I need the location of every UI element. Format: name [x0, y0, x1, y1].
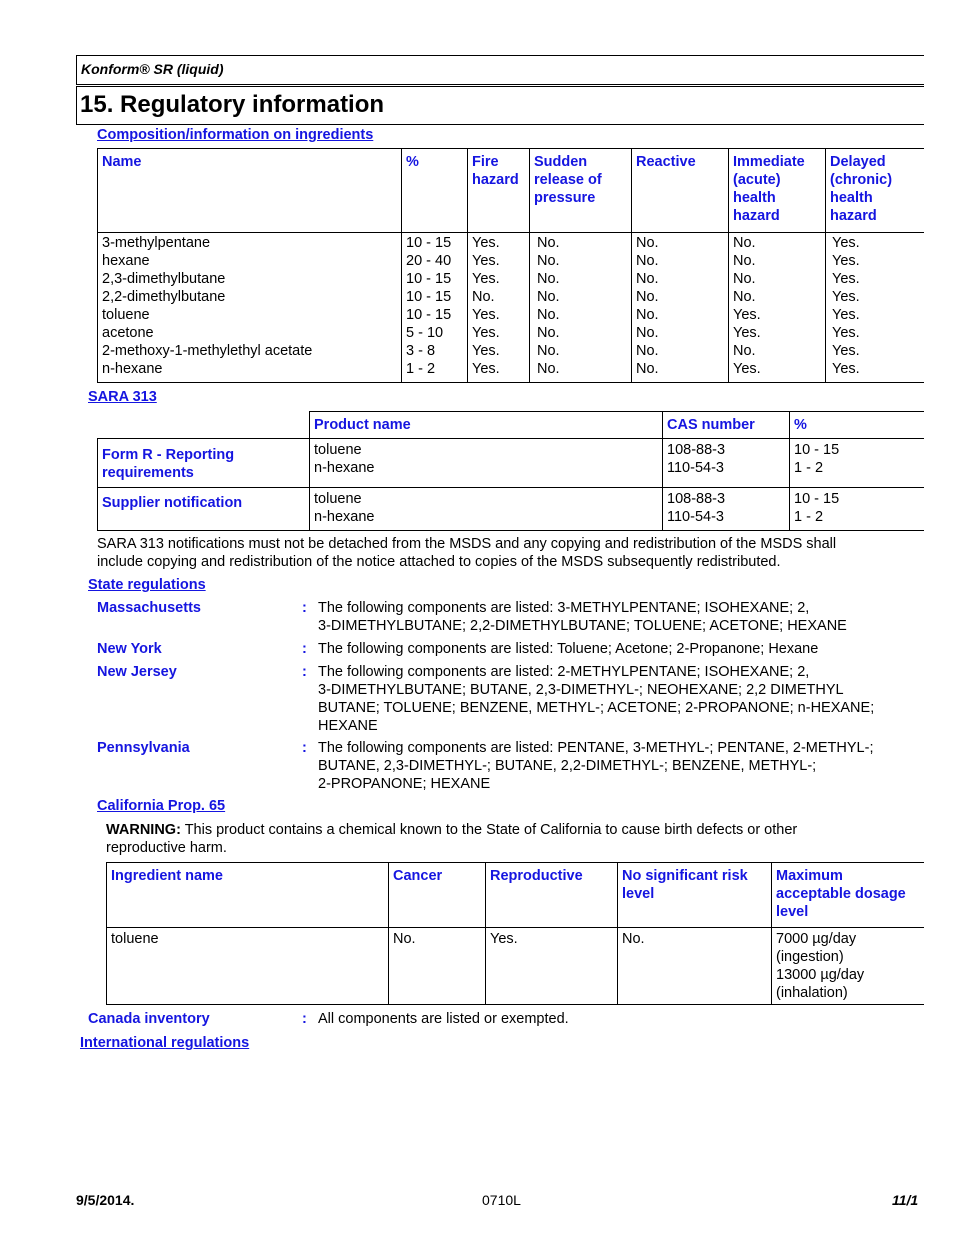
section-title: 15. Regulatory information: [80, 91, 385, 118]
section-bottom-rule: [76, 124, 924, 125]
supplier-notification-label: Supplier notification: [102, 495, 243, 511]
table-rule: [97, 382, 924, 383]
column-header-delayed-hazard: Delayed (chronic) health hazard: [830, 154, 893, 224]
table-rule: [97, 148, 98, 383]
ingredient-percents: 10 - 15 20 - 40 10 - 15 10 - 15 10 - 15 5 - 10 3 - 8 1 - 2: [406, 235, 452, 377]
table-rule: [106, 1004, 924, 1005]
prop65-ingredient: toluene: [111, 931, 159, 947]
warning-text: This product contains a chemical known to the State of California to cause birth defects or other reproductive harm.: [106, 822, 798, 856]
table-rule: [97, 438, 924, 439]
state-new-york: New York: [97, 641, 162, 657]
table-rule: [728, 148, 729, 383]
form-r-percent: 10 - 15 1 - 2: [794, 442, 840, 476]
footer-page-number: 11/1: [892, 1192, 919, 1208]
section-left-rule: [76, 86, 77, 124]
california-prop65-heading[interactable]: California Prop. 65: [97, 798, 226, 814]
column-header-nsrl: No significant risk level: [622, 868, 748, 902]
column-header-cancer: Cancer: [393, 868, 443, 884]
prop65-cancer: No.: [393, 931, 416, 947]
california-warning: [106, 821, 797, 857]
form-r-label: Form R - Reporting requirements: [102, 447, 235, 481]
state-new-york-text: The following components are listed: Toluene; Acetone; 2-Propanone; Hexane: [318, 641, 819, 657]
column-header-madl: Maximum acceptable dosage level: [776, 868, 906, 920]
table-rule: [309, 411, 924, 412]
column-header-name: Name: [102, 154, 142, 170]
colon: :: [302, 600, 307, 616]
supplier-cas: 108-88-3 110-54-3: [667, 491, 726, 525]
footer-code: 0710L: [482, 1192, 521, 1208]
state-pennsylvania-text: The following components are listed: PENTANE, 3-METHYL-; PENTANE, 2-METHYL-; BUTANE, 2,3-DIMETHYL-; BUTANE, 2,2-DIMETHYL-; BENZENE, METHYL-; 2-PROPANONE; HEXANE: [318, 740, 874, 792]
table-rule: [401, 148, 402, 383]
international-regulations-heading[interactable]: International regulations: [80, 1035, 250, 1051]
table-rule: [789, 411, 790, 531]
reactive-values: No. No. No. No. No. No. No. No.: [636, 235, 659, 377]
column-header-percent: %: [794, 417, 807, 433]
prop65-reproductive: Yes.: [490, 931, 518, 947]
table-rule: [467, 148, 468, 383]
immediate-hazard-values: No. No. No. No. Yes. Yes. No. Yes.: [733, 235, 761, 377]
table-rule: [309, 411, 310, 531]
table-rule: [106, 862, 107, 1005]
header-left-rule: [76, 55, 77, 85]
table-rule: [662, 411, 663, 531]
table-rule: [388, 862, 389, 1005]
state-new-jersey-text: The following components are listed: 2-METHYLPENTANE; ISOHEXANE; 2, 3-DIMETHYLBUTANE; BUTANE, 2,3-DIMETHYL-; NEOHEXANE; 2,2 DIMETHYL BUTANE; TOLUENE; BENZENE, METHYL-; ACETONE; 2-PROPANONE; n-HEXANE; HEXANE: [318, 664, 875, 734]
column-header-reproductive: Reproductive: [490, 868, 583, 884]
table-rule: [529, 148, 530, 383]
sudden-release-values: No. No. No. No. No. No. No. No.: [537, 235, 560, 377]
section-top-rule: [76, 86, 924, 87]
header-bottom-rule: [76, 84, 924, 85]
table-rule: [617, 862, 618, 1005]
state-pennsylvania: Pennsylvania: [97, 740, 190, 756]
form-r-products: toluene n-hexane: [314, 442, 375, 476]
table-rule: [106, 927, 924, 928]
table-rule: [97, 487, 924, 488]
table-rule: [631, 148, 632, 383]
table-rule: [771, 862, 772, 1005]
delayed-hazard-values: Yes. Yes. Yes. Yes. Yes. Yes. Yes. Yes.: [832, 235, 860, 377]
column-header-immediate-hazard: Immediate (acute) health hazard: [733, 154, 805, 224]
colon: :: [302, 641, 307, 657]
table-rule: [97, 530, 924, 531]
prop65-nsrl: No.: [622, 931, 645, 947]
column-header-reactive: Reactive: [636, 154, 696, 170]
colon: :: [302, 740, 307, 756]
sara-note: SARA 313 notifications must not be detached from the MSDS and any copying and redistribution of the MSDS shall include copying and redistribution of the notice attached to copies of the MSDS subsequently redistributed.: [97, 536, 837, 570]
supplier-products: toluene n-hexane: [314, 491, 375, 525]
state-massachusetts-text: The following components are listed: 3-METHYLPENTANE; ISOHEXANE; 2, 3-DIMETHYLBUTANE; 2,2-DIMETHYLBUTANE; TOLUENE; ACETONE; HEXANE: [318, 600, 847, 634]
state-new-jersey: New Jersey: [97, 664, 177, 680]
footer-date: 9/5/2014.: [76, 1192, 135, 1208]
table-rule: [106, 862, 924, 863]
supplier-percent: 10 - 15 1 - 2: [794, 491, 840, 525]
canada-inventory-label: Canada inventory: [88, 1011, 210, 1027]
column-header-cas-number: CAS number: [667, 417, 755, 433]
column-header-product-name: Product name: [314, 417, 411, 433]
colon: :: [302, 664, 307, 680]
column-header-fire-hazard: Fire hazard: [472, 154, 519, 188]
table-rule: [825, 148, 826, 383]
column-header-percent: %: [406, 154, 419, 170]
form-r-cas: 108-88-3 110-54-3: [667, 442, 726, 476]
fire-hazard-values: Yes. Yes. Yes. No. Yes. Yes. Yes. Yes.: [472, 235, 500, 377]
table-rule: [97, 148, 924, 149]
ingredient-names: 3-methylpentane hexane 2,3-dimethylbutane 2,2-dimethylbutane toluene acetone 2-methoxy-1-methylethyl acetate n-hexane: [102, 235, 313, 377]
column-header-ingredient-name: Ingredient name: [111, 868, 223, 884]
table-rule: [485, 862, 486, 1005]
table-rule: [97, 438, 98, 531]
state-regulations-heading[interactable]: State regulations: [88, 577, 206, 593]
warning-label: WARNING:: [106, 822, 181, 838]
prop65-madl: 7000 µg/day (ingestion) 13000 µg/day (inhalation): [776, 931, 865, 1001]
table-rule: [97, 232, 924, 233]
sara-heading[interactable]: SARA 313: [88, 389, 157, 405]
canada-inventory-text: All components are listed or exempted.: [318, 1011, 569, 1027]
composition-heading[interactable]: Composition/information on ingredients: [97, 127, 374, 143]
column-header-sudden-release: Sudden release of pressure: [534, 154, 602, 206]
product-name: Konform® SR (liquid): [81, 61, 224, 77]
state-massachusetts: Massachusetts: [97, 600, 201, 616]
header-top-rule: [76, 55, 924, 56]
colon: :: [302, 1011, 307, 1027]
